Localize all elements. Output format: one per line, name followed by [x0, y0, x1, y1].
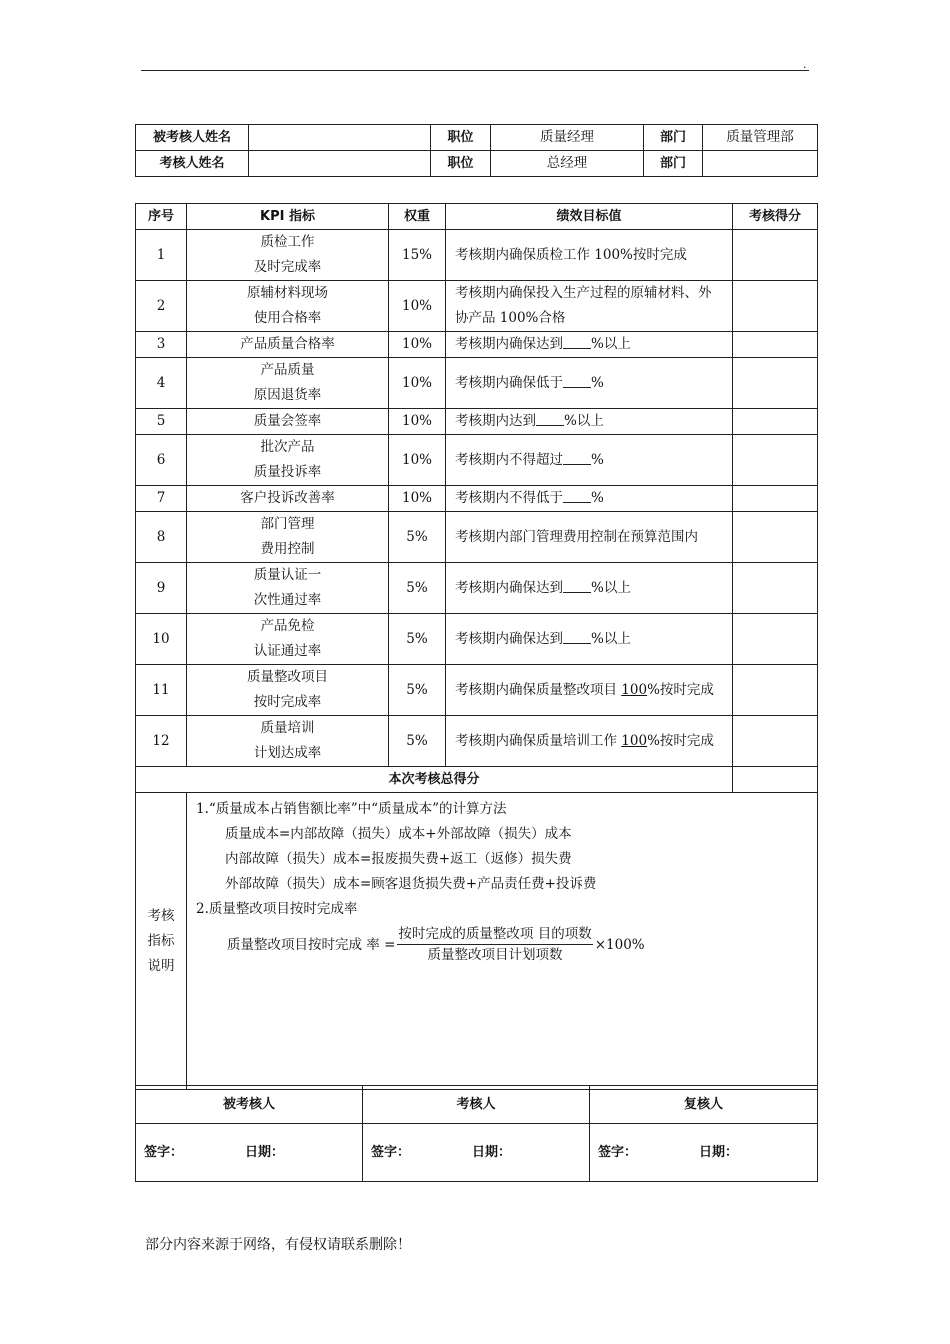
target-text: 考核期内确保质量培训工作	[455, 732, 622, 749]
indicator-line: 认证通过率	[253, 643, 322, 659]
formula-suffix: ×100%	[594, 936, 645, 953]
target-line: 考核期内确保投入生产过程的原辅材料、外	[455, 285, 712, 301]
kpi-target	[446, 281, 733, 332]
date-label: 日期：	[699, 1145, 739, 1160]
total-row	[136, 767, 818, 793]
col-header-no: 序号	[136, 204, 187, 230]
appraiser-name-label: 考核人姓名	[136, 151, 249, 177]
kpi-indicator	[187, 486, 389, 512]
notes-label-line: 考核	[147, 907, 175, 924]
target-text: %	[591, 374, 604, 391]
target-text: 考核期内确保低于	[455, 374, 563, 391]
target-percent: 100	[621, 732, 648, 749]
kpi-indicator	[187, 665, 389, 716]
row-no: 3	[136, 332, 187, 358]
position-value: 质量经理	[491, 125, 644, 151]
date-label: 日期：	[472, 1145, 512, 1160]
kpi-indicator	[187, 563, 389, 614]
score-cell[interactable]	[733, 716, 818, 767]
kpi-weight: 5%	[389, 614, 446, 665]
target-text: %以上	[591, 579, 631, 596]
score-cell[interactable]	[733, 409, 818, 435]
target-line: 协产品 100%合格	[455, 310, 566, 326]
blank-line[interactable]	[563, 336, 591, 349]
table-row	[136, 716, 818, 767]
department-label: 部门	[644, 125, 703, 151]
department-value[interactable]	[703, 151, 818, 177]
signoff-header-row	[136, 1086, 818, 1124]
table-row	[136, 512, 818, 563]
score-cell[interactable]	[733, 512, 818, 563]
score-cell[interactable]	[733, 281, 818, 332]
blank-line[interactable]	[536, 413, 564, 426]
indicator-line: 计划达成率	[253, 745, 322, 761]
signoff-table	[135, 1085, 818, 1182]
table-row	[136, 230, 818, 281]
kpi-indicator	[187, 435, 389, 486]
table-row	[136, 435, 818, 486]
kpi-weight: 10%	[389, 358, 446, 409]
score-cell[interactable]	[733, 435, 818, 486]
formula-numerator: 按时完成的质量整改项 目的项数	[397, 925, 592, 945]
row-no: 2	[136, 281, 187, 332]
kpi-weight: 10%	[389, 332, 446, 358]
reviewer-header: 复核人	[590, 1086, 818, 1124]
indicator-line: 使用合格率	[253, 310, 322, 326]
signature-label: 签字：	[144, 1145, 184, 1160]
kpi-target	[446, 614, 733, 665]
row-no: 8	[136, 512, 187, 563]
table-row	[136, 486, 818, 512]
indicator-line: 次性通过率	[253, 592, 322, 608]
target-text: 考核期内确保质量整改项目	[455, 681, 622, 698]
notes-label	[136, 793, 187, 1090]
target-text: %	[591, 490, 604, 506]
indicator-line: 部门管理	[260, 516, 315, 532]
info-table	[135, 124, 818, 177]
indicator-line: 质量投诉率	[253, 464, 322, 480]
notes-line: 1.“质量成本占销售额比率”中“质量成本”的计算方法	[196, 801, 507, 817]
kpi-indicator	[187, 614, 389, 665]
row-no: 5	[136, 409, 187, 435]
score-cell[interactable]	[733, 486, 818, 512]
kpi-table	[135, 203, 818, 1090]
appraiser-name-field[interactable]	[249, 151, 431, 177]
kpi-indicator	[187, 358, 389, 409]
notes-line: 外部故障（损失）成本=顾客退货损失费+产品责任费+投诉费	[225, 876, 597, 892]
kpi-weight: 10%	[389, 435, 446, 486]
kpi-target	[446, 358, 733, 409]
row-no: 11	[136, 665, 187, 716]
kpi-weight: 5%	[389, 665, 446, 716]
info-row-appraiser	[136, 151, 818, 177]
reviewer-signature-cell[interactable]	[590, 1124, 818, 1182]
kpi-target	[446, 409, 733, 435]
kpi-indicator	[187, 230, 389, 281]
kpi-weight: 10%	[389, 281, 446, 332]
completion-rate-formula	[196, 925, 817, 964]
col-header-kpi: KPI 指标	[187, 204, 389, 230]
target-text: %	[591, 451, 604, 468]
row-no: 10	[136, 614, 187, 665]
kpi-weight: 15%	[389, 230, 446, 281]
indicator-line: 原因退货率	[253, 387, 322, 403]
indicator-line: 产品质量合格率	[240, 336, 335, 352]
target-text: %以上	[564, 413, 604, 429]
indicator-line: 质量整改项目	[247, 669, 328, 685]
total-score-cell[interactable]	[733, 767, 818, 793]
target-text: %以上	[591, 630, 631, 647]
target-text: 考核期内不得超过	[455, 451, 563, 468]
row-no: 6	[136, 435, 187, 486]
notes-line: 内部故障（损失）成本=报废损失费+返工（返修）损失费	[225, 851, 572, 867]
kpi-header-row	[136, 204, 818, 230]
score-cell[interactable]	[733, 230, 818, 281]
blank-line[interactable]	[563, 452, 591, 465]
notes-body	[187, 793, 818, 1090]
indicator-line: 质量会签率	[253, 413, 322, 429]
kpi-target	[446, 716, 733, 767]
target-text: 考核期内确保达到	[455, 579, 563, 596]
kpi-target: 考核期内部门管理费用控制在预算范围内	[446, 512, 733, 563]
table-row	[136, 614, 818, 665]
target-text: 考核期内不得低于	[455, 490, 563, 506]
table-row	[136, 409, 818, 435]
notes-line: 质量成本=内部故障（损失）成本+外部故障（损失）成本	[225, 826, 572, 842]
signoff-row	[136, 1124, 818, 1182]
col-header-score: 考核得分	[733, 204, 818, 230]
score-cell[interactable]	[733, 614, 818, 665]
target-text: 考核期内确保达到	[455, 336, 563, 352]
target-text: %按时完成	[647, 681, 714, 698]
col-header-target: 绩效目标值	[446, 204, 733, 230]
notes-label-line: 指标	[147, 932, 175, 949]
indicator-line: 质检工作	[260, 234, 315, 250]
signature-label: 签字：	[371, 1145, 411, 1160]
kpi-indicator	[187, 716, 389, 767]
kpi-target	[446, 486, 733, 512]
indicator-line: 产品质量	[260, 362, 315, 378]
row-no: 4	[136, 358, 187, 409]
kpi-target	[446, 332, 733, 358]
kpi-weight: 5%	[389, 563, 446, 614]
kpi-weight: 10%	[389, 486, 446, 512]
blank-line[interactable]	[563, 375, 591, 388]
score-cell[interactable]	[733, 665, 818, 716]
date-label: 日期：	[245, 1145, 285, 1160]
score-cell[interactable]	[733, 358, 818, 409]
kpi-indicator	[187, 512, 389, 563]
table-row	[136, 358, 818, 409]
info-row-appraisee	[136, 125, 818, 151]
header-dot: .	[803, 58, 807, 71]
indicator-line: 原辅材料现场	[247, 285, 328, 301]
indicator-line: 客户投诉改善率	[240, 490, 335, 506]
position-label: 职位	[431, 151, 491, 177]
notes-line: 2.质量整改项目按时完成率	[196, 901, 358, 917]
table-row	[136, 563, 818, 614]
score-cell[interactable]	[733, 332, 818, 358]
department-value: 质量管理部	[703, 125, 818, 151]
target-text: %以上	[591, 336, 631, 352]
target-text: 考核期内达到	[455, 413, 536, 429]
notes-row	[136, 793, 818, 1090]
kpi-target	[446, 563, 733, 614]
target-text: 考核期内确保达到	[455, 630, 563, 647]
appraiser-header: 考核人	[363, 1086, 590, 1124]
kpi-indicator	[187, 281, 389, 332]
position-label: 职位	[431, 125, 491, 151]
appraisee-header: 被考核人	[136, 1086, 363, 1124]
kpi-target	[446, 665, 733, 716]
table-row	[136, 281, 818, 332]
indicator-line: 按时完成率	[253, 694, 322, 710]
kpi-target	[446, 435, 733, 486]
score-cell[interactable]	[733, 563, 818, 614]
appraiser-signature-cell[interactable]	[363, 1124, 590, 1182]
table-row	[136, 665, 818, 716]
header-rule	[141, 70, 809, 71]
row-no: 12	[136, 716, 187, 767]
blank-line[interactable]	[563, 631, 591, 644]
blank-line[interactable]	[563, 490, 591, 503]
indicator-line: 质量培训	[260, 720, 315, 736]
target-percent: 100	[621, 681, 648, 698]
kpi-indicator	[187, 332, 389, 358]
total-score-label: 本次考核总得分	[136, 767, 733, 793]
indicator-line: 产品免检	[260, 618, 315, 634]
indicator-line: 质量认证一	[253, 567, 322, 583]
table-row	[136, 332, 818, 358]
indicator-line: 批次产品	[260, 439, 315, 455]
department-label: 部门	[644, 151, 703, 177]
kpi-weight: 5%	[389, 512, 446, 563]
formula-lhs: 质量整改项目按时完成 率 =	[227, 936, 396, 953]
col-header-weight: 权重	[389, 204, 446, 230]
kpi-target: 考核期内确保质检工作 100%按时完成	[446, 230, 733, 281]
footer-disclaimer: 部分内容来源于网络，有侵权请联系删除！	[145, 1237, 411, 1253]
position-value: 总经理	[491, 151, 644, 177]
blank-line[interactable]	[563, 580, 591, 593]
row-no: 7	[136, 486, 187, 512]
appraisee-name-field[interactable]	[249, 125, 431, 151]
row-no: 9	[136, 563, 187, 614]
kpi-weight: 10%	[389, 409, 446, 435]
indicator-line: 及时完成率	[253, 259, 322, 275]
appraisee-signature-cell[interactable]	[136, 1124, 363, 1182]
formula-fraction	[397, 925, 592, 964]
signature-label: 签字：	[598, 1145, 638, 1160]
kpi-weight: 5%	[389, 716, 446, 767]
notes-label-line: 说明	[147, 957, 175, 974]
indicator-line: 费用控制	[260, 541, 315, 557]
formula-denominator: 质量整改项目计划项数	[427, 947, 563, 963]
target-text: %按时完成	[647, 732, 714, 749]
kpi-indicator	[187, 409, 389, 435]
appraisee-name-label: 被考核人姓名	[136, 125, 249, 151]
row-no: 1	[136, 230, 187, 281]
